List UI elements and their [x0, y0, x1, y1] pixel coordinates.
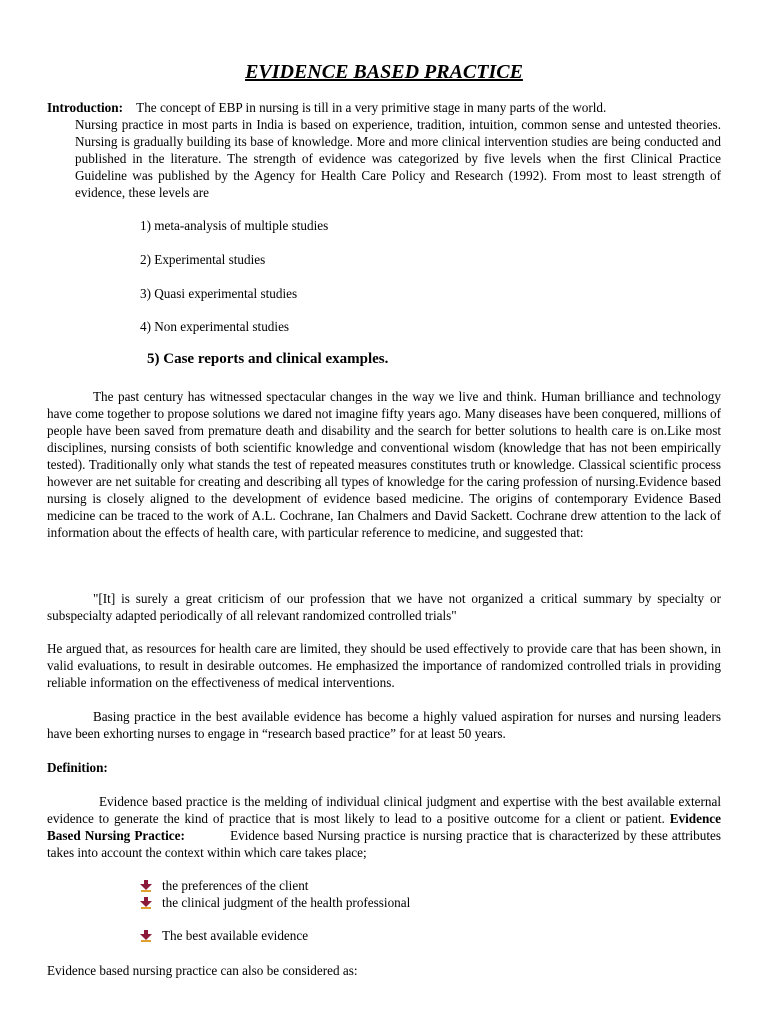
- document-title: EVIDENCE BASED PRACTICE: [245, 61, 523, 83]
- intro-label: Introduction:: [47, 100, 123, 115]
- definition-text-b: Evidence based Nursing practice is nursing practice that is characterized by these attributes takes into account the context within which care takes place;: [47, 828, 722, 860]
- intro-first-text: The concept of EBP in nursing is till in a very primitive stage in many parts of the world.: [136, 100, 607, 115]
- bullet-text: The best available evidence: [162, 928, 309, 943]
- body-paragraph: Basing practice in the best available evidence has become a highly valued aspiration for nurses and nursing leaders have been exhorting nurses to engage in “research based practice” for at least 50 years.: [47, 709, 721, 741]
- level-item: 4) Non experimental studies: [140, 319, 290, 334]
- body-paragraph: The past century has witnessed spectacular changes in the way we live and think. Human brilliance and technology have come together to propose solutions we dared not imagine fifty years ago. Many diseases have been conquered, millions of people have been saved from premature death and disability and the search for better solutions to health care is on.Like most disciplines, nursing consists of both scientific knowledge and conventional wisdom (knowledge that has not been empirically tested). Traditionally only what stands the test of repeated measures constitutes truth or knowledge. Classical scientific process however are net suitable for creating and describing all types of knowledge for the caring profession of nursing.Evidence based nursing is closely aligned to the development of evidence based medicine. The origins of contemporary Evidence Based medicine can be traced to the work of A.L. Cochrane, Ian Chalmers and David Sackett. Cochrane drew attention to the lack of information about the effects of health care, with particular reference to medicine, and suggested that:: [47, 389, 721, 540]
- definition-text-a: Evidence based practice is the melding of individual clinical judgment and expertise with the best available external evidence to generate the kind of practice that is most likely to lead to a positive outcome for a client or patient.: [47, 794, 721, 826]
- quote-paragraph: "[It] is surely a great criticism of our profession that we have not organized a critical summary by specialty or subspecialty adapted periodically of all relevant randomized controlled trials": [47, 591, 721, 623]
- level-item: 2) Experimental studies: [140, 252, 266, 267]
- bullet-item: [140, 877, 308, 894]
- level-item: 3) Quasi experimental studies: [140, 286, 298, 301]
- arrow-bullet-icon: [140, 930, 154, 942]
- definition-heading: Definition:: [47, 760, 108, 775]
- body-paragraph: He argued that, as resources for health care are limited, they should be used effectively to provide care that has been shown, in valid evaluations, to result in desirable outcomes. He emphasized the importance of randomized controlled trials in providing reliable information on the effectiveness of medical interventions.: [47, 641, 721, 690]
- intro-paragraph: Nursing practice in most parts in India is based on experience, tradition, intuition, common sense and untested theories. Nursing is gradually building its base of knowledge. More and more clinical intervention studies are being conducted and published in the literature. The strength of evidence was categorized by five levels when the first Clinical Practice Guideline was published by the Agency for Health Care Policy and Research (1992). From most to least strength of evidence, these levels are: [75, 117, 721, 200]
- intro-first-line: [47, 99, 721, 116]
- arrow-bullet-icon: [140, 880, 154, 892]
- closing-line: Evidence based nursing practice can also be considered as:: [47, 963, 358, 978]
- definition-paragraph: [47, 793, 721, 861]
- bullet-item: [140, 894, 410, 911]
- bullet-text: the preferences of the client: [162, 878, 309, 893]
- level-item-bold: 5) Case reports and clinical examples.: [147, 351, 389, 367]
- bullet-text: the clinical judgment of the health professional: [162, 895, 411, 910]
- definition-bold-term: Evidence Based Nursing Practice:: [47, 811, 721, 843]
- arrow-bullet-icon: [140, 897, 154, 909]
- level-item: 1) meta-analysis of multiple studies: [140, 218, 329, 233]
- bullet-item: [140, 927, 308, 944]
